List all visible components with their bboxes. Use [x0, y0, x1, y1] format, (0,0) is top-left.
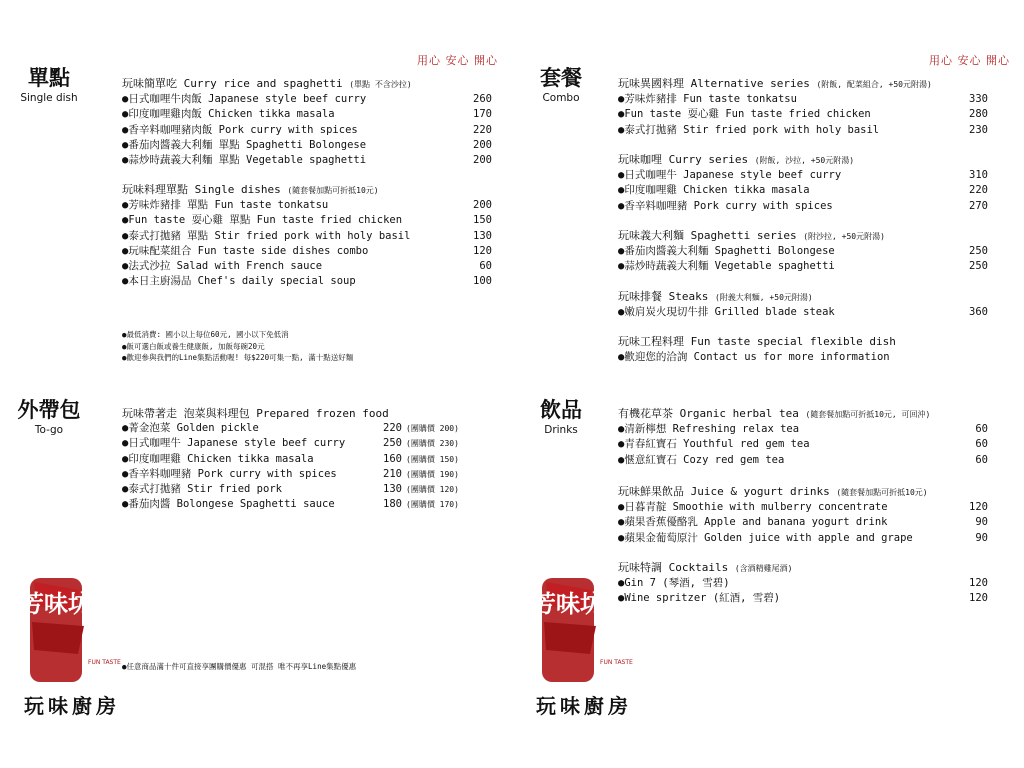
menu-item: ●玩味配菜組合 Fun taste side dishes combo 120	[122, 244, 492, 257]
logo-char-1: 芳味坊	[22, 589, 92, 618]
menu-item: ●芳味炸豬排 單點 Fun taste tonkatsu 200	[122, 199, 492, 211]
menu-item: ●本日主廚湯品 Chef's daily special soup 100	[122, 275, 492, 288]
category-title-en: Drinks	[544, 424, 578, 436]
logo-char-1: 芳味坊	[534, 589, 604, 618]
section-title: 玩味料理單點 Single dishes (隨套餐加點可折抵10元)	[122, 183, 379, 196]
section-curry-rice-spaghetti	[122, 76, 492, 168]
section-title: 玩味特調 Cocktails (含酒精雞尾酒)	[618, 561, 793, 574]
menu-item: ●香辛料咖哩豬 Pork curry with spices 210 (團購價 190)	[122, 467, 459, 480]
menu-item: ●泰式打拋豬 Stir fried pork with holy basil 230	[618, 123, 988, 136]
category-title-zh: 飲品	[540, 398, 582, 422]
note-line: ●最低消費: 國小以上每位60元, 國小以下免低消	[122, 330, 289, 339]
bottom-note: ●任意商品滿十件可直接享團購價優惠 可混搭 唯不再享Line集點優惠	[122, 662, 357, 671]
section-title: 玩味簡單吃 Curry rice and spaghetti (單點 不含沙拉)	[122, 77, 412, 90]
menu-item: ●Wine spritzer (紅酒, 雪碧) 120	[618, 592, 988, 605]
category-to-go	[0, 398, 98, 436]
category-combo	[512, 66, 610, 104]
notes-block	[122, 329, 502, 364]
tagline: 用心 安心 開心	[929, 54, 1010, 67]
section-herbal-tea	[618, 406, 988, 468]
menu-item: ●番茄肉醬 Bolongese Spaghetti sauce 180 (團購價 170)	[122, 498, 459, 511]
menu-item: ●Gin 7 (琴酒, 雪碧) 120	[618, 577, 988, 589]
section-title: 有機花草茶 Organic herbal tea (隨套餐加點可折抵10元, 可回沖)	[618, 407, 931, 420]
menu-item: ●Fun taste 耍心雞 單點 Fun taste fried chicken 150	[122, 214, 492, 227]
menu-item: ●愜意紅寶石 Cozy red gem tea 60	[618, 453, 988, 466]
category-title-zh: 外帶包	[17, 398, 81, 422]
section-title: 玩味義大利麵 Spaghetti series (附沙拉, +50元附湯)	[618, 229, 885, 242]
category-title-en: Single dish	[20, 92, 78, 104]
category-title-en: To-go	[34, 424, 64, 436]
category-drinks	[512, 398, 610, 436]
category-single-dish	[0, 66, 98, 104]
menu-item: ●香辛料咖哩豬 Pork curry with spices 270	[618, 199, 988, 212]
menu-item: ●香辛料咖哩豬肉飯 Pork curry with spices 220	[122, 123, 492, 136]
tagline: 用心 安心 開心	[417, 54, 498, 67]
menu-item: ●蒜炒時蔬義大利麵 Vegetable spaghetti 250	[618, 260, 988, 273]
section-special-flexible-dish	[618, 334, 988, 365]
menu-item: ●蘋果香蕉優酪乳 Apple and banana yogurt drink 90	[618, 516, 988, 529]
menu-item: ●歡迎您的洽詢 Contact us for more information	[618, 351, 890, 363]
menu-item: ●蒜炒時蔬義大利麵 單點 Vegetable spaghetti 200	[122, 154, 492, 167]
brand-logo-text: 玩味廚房	[24, 694, 120, 718]
menu-item: ●菁金泡菜 Golden pickle 220 (團購價 200)	[122, 422, 459, 434]
logo-sub: FUN TASTE	[600, 659, 633, 666]
menu-item: ●番茄肉醬義大利麵 單點 Spaghetti Bolongese 200	[122, 138, 492, 151]
menu-item: ●泰式打拋豬 Stir fried pork 130 (團購價 120)	[122, 483, 459, 496]
menu-item: ●印度咖哩雞 Chicken tikka masala 220	[618, 184, 988, 197]
menu-item: ●印度咖哩雞 Chicken tikka masala 160 (團購價 150)	[122, 452, 459, 465]
menu-item: ●Fun taste 耍心雞 Fun taste fried chicken 280	[618, 108, 988, 121]
section-prepared-frozen-food	[122, 406, 492, 513]
section-title: 玩味咖哩 Curry series (附飯, 沙拉, +50元附湯)	[618, 153, 855, 166]
menu-item: ●印度咖哩雞肉飯 Chicken tikka masala 170	[122, 108, 492, 121]
section-cocktails	[618, 560, 988, 607]
menu-item: ●芳味炸豬排 Fun taste tonkatsu 330	[618, 93, 988, 105]
section-curry-series	[618, 152, 988, 214]
note-line: ●飯可選白飯或養生健康飯, 加飯每碗20元	[122, 341, 265, 351]
menu-item: ●青春紅寶石 Youthful red gem tea 60	[618, 438, 988, 451]
menu-item: ●清新檸想 Refreshing relax tea 60	[618, 423, 988, 435]
section-title: 玩味異國料理 Alternative series (附飯, 配菜組合, +50元附湯)	[618, 77, 932, 90]
menu-item: ●日式咖哩牛肉飯 Japanese style beef curry 260	[122, 93, 492, 105]
category-title-zh: 單點	[28, 66, 70, 90]
menu-item: ●日式咖哩牛 Japanese style beef curry 250 (團購價 230)	[122, 437, 459, 450]
section-single-dishes	[122, 182, 492, 290]
brand-logo-text: 玩味廚房	[536, 694, 632, 718]
menu-item: ●日暮青靛 Smoothie with mulberry concentrate 120	[618, 501, 988, 513]
section-title: 玩味排餐 Steaks (附義大利麵, +50元附湯)	[618, 290, 813, 303]
section-alternative-series	[618, 76, 988, 138]
menu-item: ●日式咖哩牛 Japanese style beef curry 310	[618, 169, 988, 181]
note-line: ●歡迎參與我們的Line集點活動喔! 每$220可集一點, 滿十點送好麵	[122, 353, 354, 362]
section-title: 玩味鮮果飲品 Juice & yogurt drinks (隨套餐加點可折抵10元)	[618, 485, 928, 498]
menu-item: ●法式沙拉 Salad with French sauce 60	[122, 260, 492, 273]
logo-sub: FUN TASTE	[88, 659, 121, 666]
section-juice-yogurt	[618, 484, 988, 546]
menu-item: ●泰式打拋豬 單點 Stir fried pork with holy basil 130	[122, 229, 492, 242]
menu-item: ●蘋果金葡萄原汁 Golden juice with apple and grape 90	[618, 531, 988, 544]
category-title-en: Combo	[542, 92, 580, 104]
section-title: 玩味帶著走 泡菜與料理包 Prepared frozen food	[122, 407, 389, 420]
menu-item: ●番茄肉醬義大利麵 Spaghetti Bolongese 250	[618, 245, 988, 257]
category-title-zh: 套餐	[540, 66, 582, 90]
section-spaghetti-series	[618, 228, 988, 275]
menu-item: ●嫩肩炭火現切牛排 Grilled blade steak 360	[618, 306, 988, 318]
section-title: 玩味工程料理 Fun taste special flexible dish	[618, 335, 896, 348]
section-steaks	[618, 289, 988, 320]
